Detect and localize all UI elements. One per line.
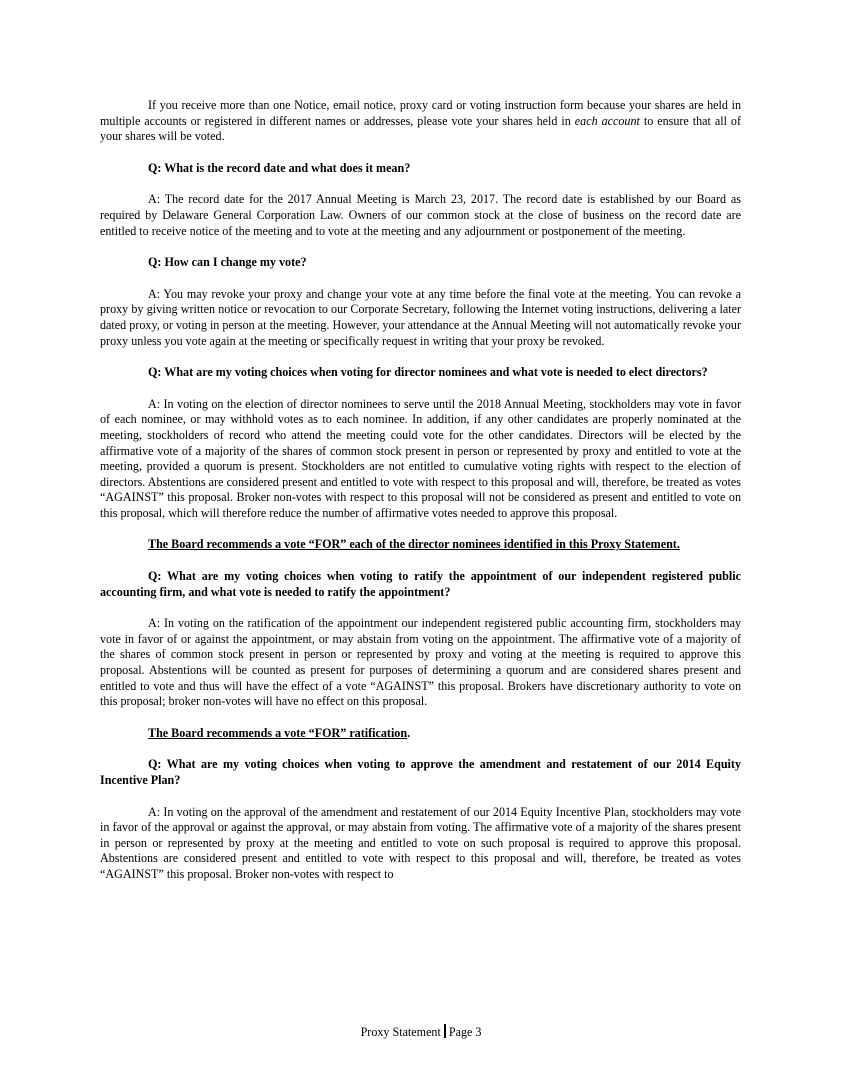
answer-record-date: A: The record date for the 2017 Annual Meeting is March 23, 2017. The record date is established by our Board as required by Delaware General Corporation Law. Owners of our common stock at the close of business on the record date are entitled to receive notice of the meeting and to vote at the meeting and any adjournment or postponement of the meeting. bbox=[100, 192, 741, 238]
footer-page-number: Page 3 bbox=[448, 1025, 482, 1039]
recommendation-ratification-text: The Board recommends a vote “FOR” ratification bbox=[148, 725, 408, 740]
recommendation-ratification-period: . bbox=[407, 725, 411, 740]
intro-text-end: to ensure that all of your shares will be voted. bbox=[100, 113, 742, 144]
intro-italic: each account bbox=[574, 113, 640, 128]
recommendation-directors bbox=[100, 537, 741, 553]
answer-director-nominees: A: In voting on the election of director nominees to serve until the 2018 Annual Meeting, stockholders may vote in favor of each nominee, or may withhold votes as to each nominee. In addition, if any other candidates are properly nominated at the meeting, stockholders of record who attend the meeting could vote for the other candidates. Directors will be elected by the affirmative vote of a majority of the shares of common stock present in person or represented by proxy and entitled to vote at the meeting, provided a quorum is present. Stockholders are not entitled to cumulative voting rights with respect to the election of directors. Abstentions are considered present and entitled to vote with respect to this proposal and will, therefore, be treated as votes “AGAINST” this proposal. Broker non-votes with respect to this proposal will not be considered as present and entitled to vote on this proposal, which will therefore reduce the number of affirmative votes needed to approve this proposal. bbox=[100, 396, 741, 520]
question-equity-plan: Q: What are my voting choices when voting to approve the amendment and restatement of our 2014 Equity Incentive Plan? bbox=[100, 757, 741, 787]
answer-equity-plan: A: In voting on the approval of the amendment and restatement of our 2014 Equity Incentive Plan, stockholders may vote in favor of the approval or against the approval, or may abstain from voting. The affirmative vote of a majority of the shares present in person or represented by proxy at the meeting and entitled to vote on such proposal is required to approve this proposal. Abstentions are considered present and entitled to vote with respect to this proposal and will, therefore, be treated as votes “AGAINST” this proposal. Broker non-votes with respect to bbox=[100, 804, 741, 881]
answer-ratify-auditor: A: In voting on the ratification of the appointment our independent registered public accounting firm, stockholders may vote in favor of or against the appointment, or may abstain from voting on the appointment. The affirmative vote of a majority of the shares of common stock present in person or represented by proxy and voting at the meeting is required to approve this proposal. Abstentions will be counted as present for purposes of determining a quorum and are considered shares present and entitled to vote and thus will have the effect of a vote “AGAINST” this proposal. Brokers have discretionary authority to vote on this proposal; broker non-votes will have no effect on this proposal. bbox=[100, 616, 741, 709]
page-footer bbox=[0, 1024, 842, 1040]
document-body bbox=[100, 98, 741, 883]
recommendation-ratification bbox=[100, 726, 741, 742]
question-record-date: Q: What is the record date and what does it mean? bbox=[148, 160, 411, 175]
question-director-nominees: Q: What are my voting choices when voting for director nominees and what vote is needed to elect directors? bbox=[148, 365, 708, 380]
intro-paragraph bbox=[100, 98, 741, 145]
footer-separator bbox=[444, 1024, 446, 1038]
intro-text: If you receive more than one Notice, email notice, proxy card or voting instruction form because your shares are held in multiple accounts or registered in different names or addresses, please vote your shares held in bbox=[100, 98, 741, 128]
recommendation-directors-text: The Board recommends a vote “FOR” each of the director nominees identified in this Proxy Statement. bbox=[148, 537, 680, 552]
footer-document-title: Proxy Statement bbox=[360, 1025, 441, 1039]
question-change-vote: Q: How can I change my vote? bbox=[148, 255, 307, 270]
answer-change-vote: A: You may revoke your proxy and change your vote at any time before the final vote at the meeting. You can revoke a proxy by giving written notice or revocation to our Corporate Secretary, following the Internet voting instructions, delivering a later dated proxy, or voting in person at the meeting. However, your attendance at the Annual Meeting will not automatically revoke your proxy unless you vote again at the meeting or specifically request in writing that your proxy be revoked. bbox=[100, 286, 741, 348]
question-ratify-auditor: Q: What are my voting choices when voting to ratify the appointment of our independent registered public accounting firm, and what vote is needed to ratify the appointment? bbox=[100, 569, 741, 599]
